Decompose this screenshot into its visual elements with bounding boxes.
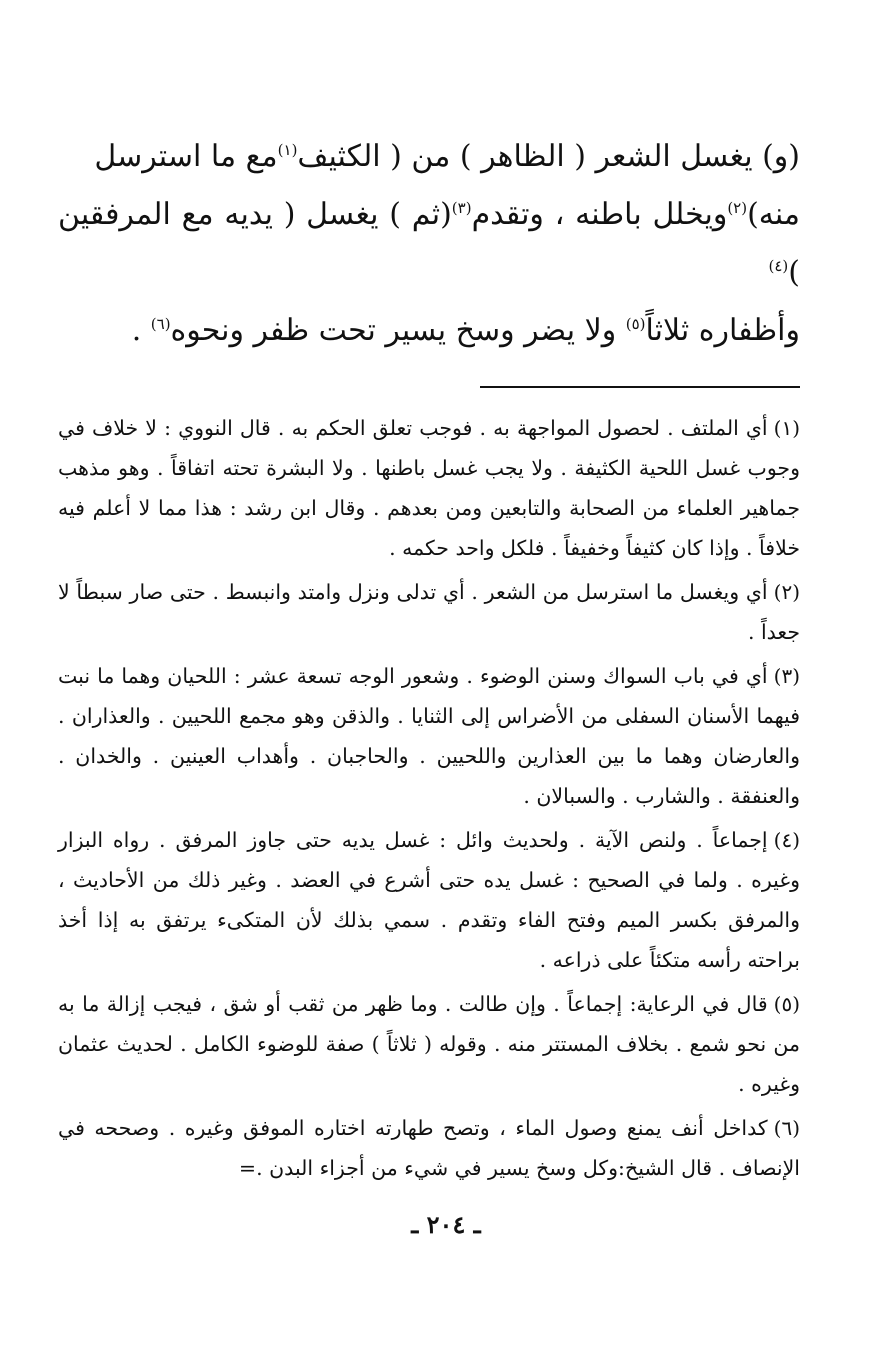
footnote-text: أي ويغسل ما استرسل من الشعر . أي تدلى ونزل وامتد وانبسط . حتى صار سبطاً لا جعداً . [58, 580, 800, 644]
footnote-text: قال في الرعاية: إجماعاً . وإن طالت . وما ظهر من ثقب أو شق ، فيجب إزالة ما به من نحو شمع . بخلاف المستتر منه . وقوله ( ثلاثاً ) صفة للوضوء الكامل . لحديث عثمان وغيره . [58, 992, 800, 1096]
footnote-number: (٦) [773, 1116, 800, 1140]
footnote-text: أي في باب السواك وسنن الوضوء . وشعور الوجه تسعة عشر : اللحيان وهما ما نبت فيهما الأسنان السفلى من الأضراس إلى الثنايا . والذقن وهو مجمع اللحيين . والعذاران . والعارضان وهما ما بين العذارين واللحيين . والحاجبان . وأهداب العينين . والخدان . والعنفقة . والشارب . والسبالان . [58, 664, 800, 808]
main-line-1-text-a: (و) يغسل الشعر ( الظاهر ) من ( الكثيف [297, 139, 800, 174]
footnote-number: (١) [773, 416, 800, 440]
footnote-ref-5: (٥) [625, 315, 646, 333]
footnote-5 [58, 984, 800, 1104]
footnote-number: (٥) [773, 992, 800, 1016]
main-line-2-text-b: ويخلل باطنه ، وتقدم [471, 197, 728, 232]
main-line-2-text-c: (ثم ) يغسل ( يديه مع المرفقين ) [58, 197, 800, 290]
footnote-2 [58, 572, 800, 652]
footnote-number: (٢) [773, 580, 800, 604]
page-number: ـ ٢٠٤ ـ [411, 1210, 481, 1239]
main-line-3-text-a: وأظفاره ثلاثاً [645, 313, 800, 348]
main-line-1 [58, 128, 800, 186]
footnote-ref-2: (٢) [727, 199, 748, 217]
footnote-4 [58, 820, 800, 980]
main-line-3 [58, 302, 800, 360]
footnote-divider [480, 386, 800, 388]
main-text [58, 128, 800, 360]
main-line-1-text-b: مع ما استرسل [94, 139, 278, 174]
footnote-number: (٣) [773, 664, 800, 688]
footnote-6 [58, 1108, 800, 1188]
footnote-ref-6: (٦) [150, 315, 171, 333]
main-line-3-text-c: . [131, 313, 151, 348]
footnote-number: (٤) [773, 828, 800, 852]
main-line-2-text-a: منه) [747, 197, 801, 232]
footnote-text: أي الملتف . لحصول المواجهة به . فوجب تعلق الحكم به . قال النووي : لا خلاف في وجوب غسل اللحية الكثيفة . ولا يجب غسل باطنها . ولا البشرة تحته اتفاقاً . وهو مذهب جماهير العلماء من الصحابة والتابعين ومن بعدهم . وقال ابن رشد : هذا مما لا أعلم فيه خلافاً . وإذا كان كثيفاً وخفيفاً . فلكل واحد حكمه . [58, 416, 800, 560]
footnotes-section [58, 408, 800, 1188]
footnote-ref-3: (٣) [451, 199, 472, 217]
footnote-3 [58, 656, 800, 816]
main-line-3-text-b: ولا يضر وسخ يسير تحت ظفر ونحوه [170, 313, 626, 348]
main-line-2 [58, 186, 800, 302]
footnote-ref-4: (٤) [768, 257, 789, 275]
footnote-text: كداخل أنف يمنع وصول الماء ، وتصح طهارته اختاره الموفق وغيره . وصححه في الإنصاف . قال الشيخ:وكل وسخ يسير في شيء من أجزاء البدن .= [58, 1116, 800, 1180]
footnote-1 [58, 408, 800, 568]
footnote-ref-1: (١) [277, 141, 298, 159]
footnote-text: إجماعاً . ولنص الآية . ولحديث وائل : غسل يديه حتى جاوز المرفق . رواه البزار وغيره . ولما في الصحيح : غسل يده حتى أشرع في العضد . وغير ذلك من الأحاديث ، والمرفق بكسر الميم وفتح الفاء وتقدم . سمي بذلك لأن المتكىء يرتفق به إذا أخذ براحته رأسه متكئاً على ذراعه . [58, 828, 800, 972]
page-body [58, 128, 800, 1192]
